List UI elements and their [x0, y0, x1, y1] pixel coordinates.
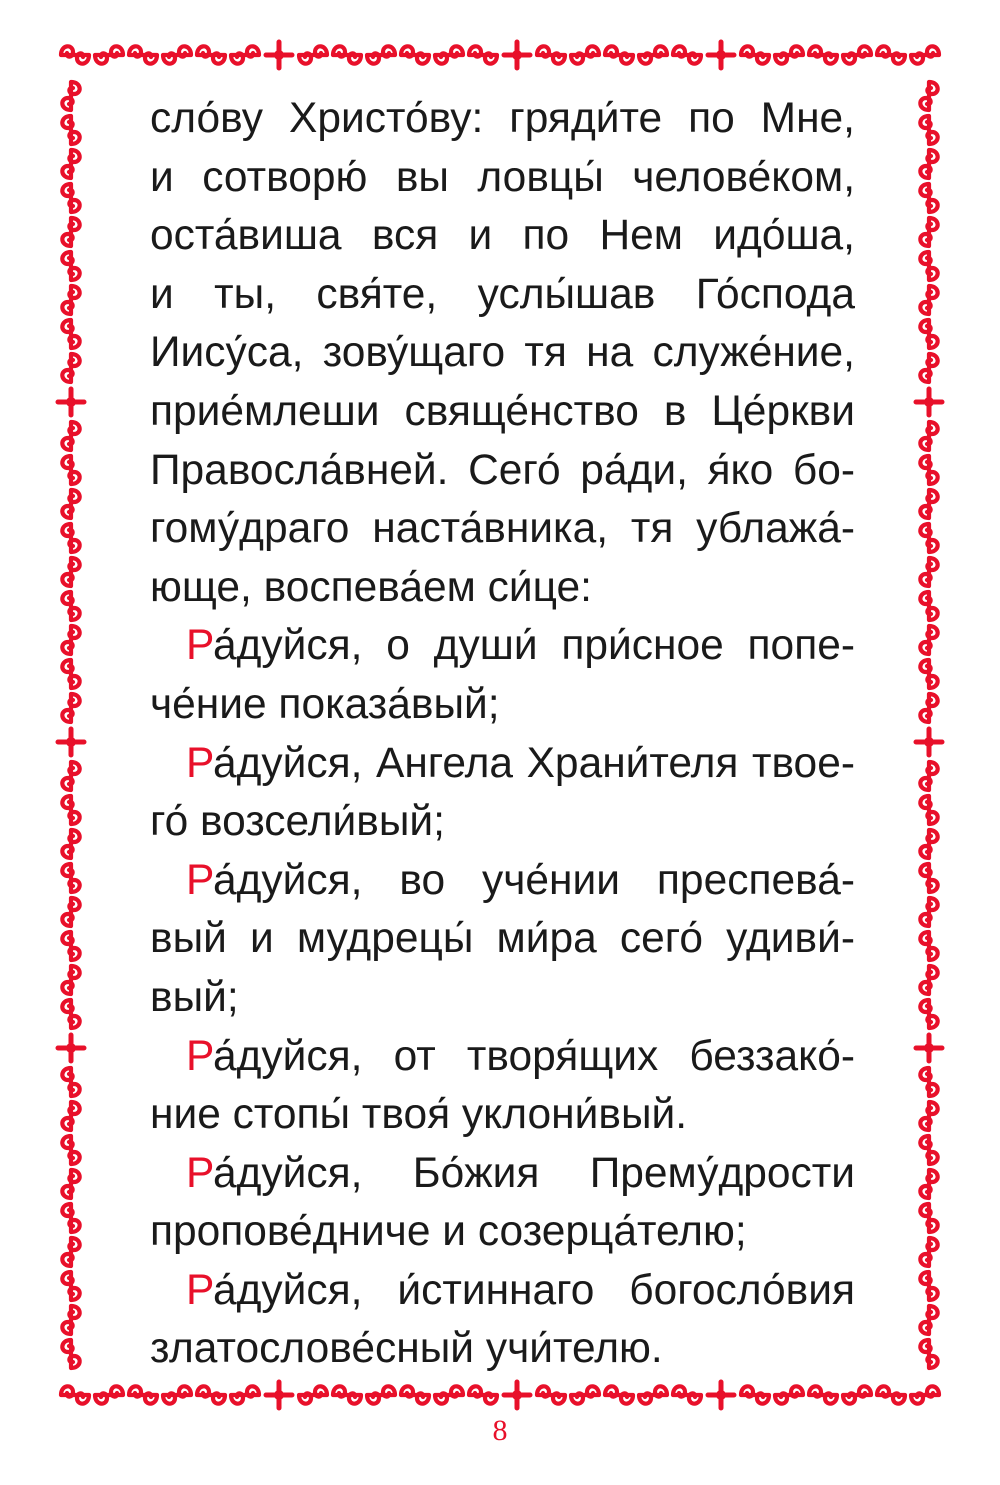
line-text: а́дуйся, и́стиннаго богосло́вия — [212, 1266, 855, 1314]
text-line: златослове́сный учи́телю. — [150, 1325, 663, 1373]
text-line: вый; — [150, 973, 239, 1021]
line-text: а́дуйся, во уче́нии преспева́- — [212, 856, 855, 904]
text-line: вый и мудрецы́ ми́ра сего́ удиви́- — [150, 915, 855, 963]
rejoice-line — [150, 852, 855, 911]
red-initial: Р — [186, 739, 213, 787]
red-initial: Р — [186, 1149, 213, 1197]
line-text: а́дуйся, Бо́жия Прему́дрости — [212, 1149, 855, 1197]
bottom-ornament-band — [52, 1376, 948, 1414]
line-text: а́дуйся, Ангела Храни́теля твое- — [212, 739, 855, 787]
text-line: прие́млеши свяще́нство в Це́ркви — [150, 387, 855, 435]
text-line: гому́драго наста́вника, тя ублажа́- — [150, 505, 855, 553]
scroll-ornament-icon — [52, 36, 948, 74]
line-text: а́дуйся, о души́ при́сное попе- — [212, 622, 855, 670]
text-line: Правосла́вней. Сего́ ра́ди, я́ко бо- — [150, 446, 855, 494]
text-line: и ты, свя́те, услы́шав Го́спода — [150, 270, 855, 318]
text-line: ние стопы́ твоя́ уклони́вый. — [150, 1091, 688, 1139]
line-text: а́дуйся, от творя́щих беззако́- — [212, 1032, 855, 1080]
top-ornament-band — [52, 36, 948, 74]
rejoice-line — [150, 1028, 855, 1087]
left-ornament-band — [52, 66, 90, 1384]
scroll-ornament-icon — [52, 1376, 948, 1414]
scroll-ornament-icon — [52, 66, 90, 1384]
text-line: и сотворю́ вы ловцы́ челове́ком, — [150, 153, 855, 201]
rejoice-line — [150, 735, 855, 794]
rejoice-line — [150, 1262, 855, 1321]
prayer-text — [150, 90, 855, 1379]
red-initial: Р — [186, 622, 213, 670]
text-line: че́ние показа́вый; — [150, 680, 500, 728]
red-initial: Р — [186, 856, 213, 904]
text-line: го́ возсели́вый; — [150, 798, 445, 846]
scroll-ornament-icon — [910, 66, 948, 1384]
rejoice-line — [150, 1145, 855, 1204]
rejoice-line — [150, 617, 855, 676]
text-line: Иису́са, зову́щаго тя на служе́ние, — [150, 329, 855, 377]
text-line: юще, воспева́ем си́це: — [150, 563, 592, 611]
text-line: пропове́дниче и созерца́телю; — [150, 1208, 747, 1256]
red-initial: Р — [186, 1032, 213, 1080]
text-line: сло́ву Христо́ву: гряди́те по Мне, — [150, 95, 855, 142]
right-ornament-band — [910, 66, 948, 1384]
page-number: 8 — [492, 1414, 508, 1447]
red-initial: Р — [186, 1266, 213, 1314]
text-line: оста́виша вся и по Нем идо́ша, — [150, 212, 855, 260]
